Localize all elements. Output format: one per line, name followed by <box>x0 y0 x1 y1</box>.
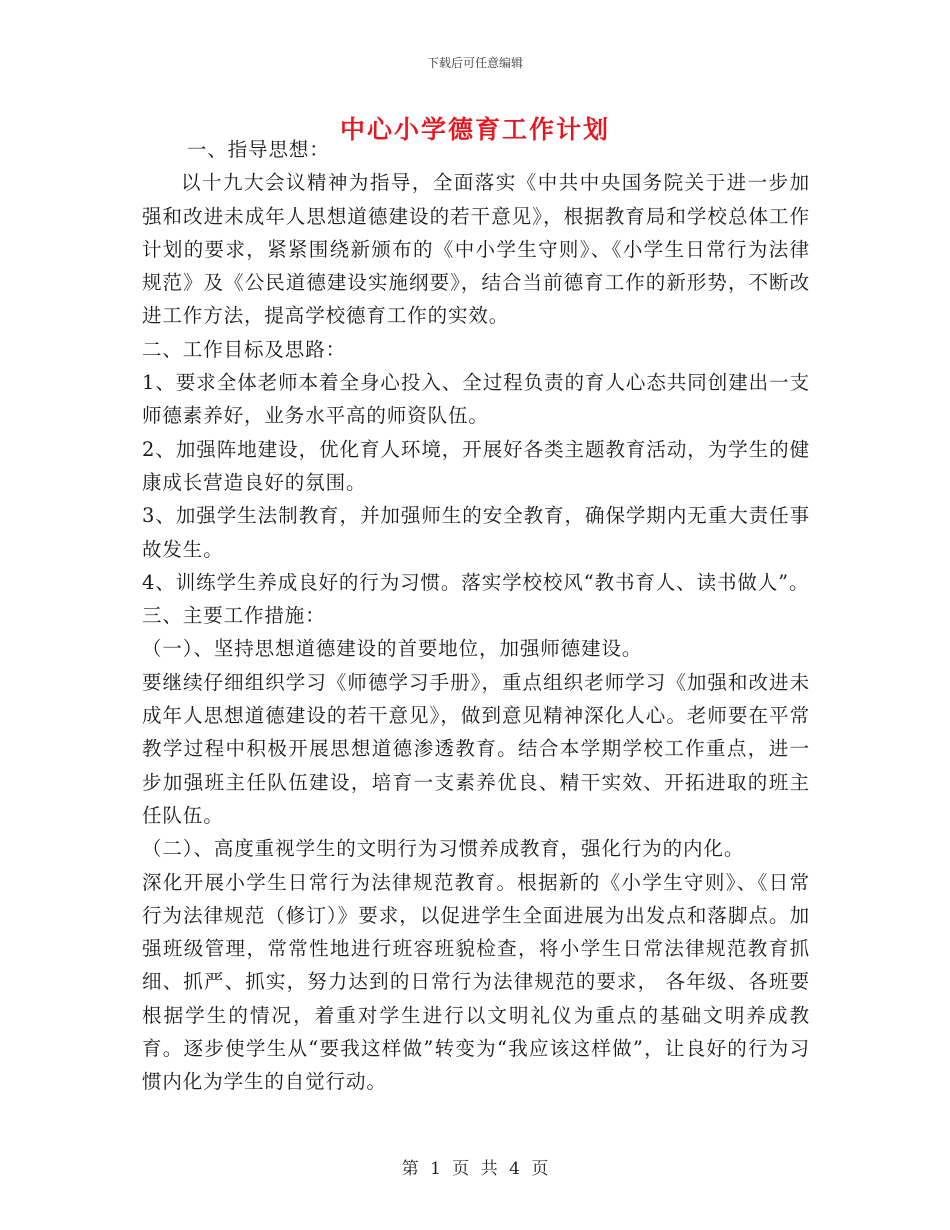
page-footer <box>0 1154 950 1179</box>
goal-item-2: 2、加强阵地建设，优化育人环境，开展好各类主题教育活动，为学生的健康成长营造良好的氛围。 <box>142 437 810 494</box>
footer-page-label: 页 <box>452 1159 470 1179</box>
goal-item-4: 4、训练学生养成良好的行为习惯。落实学校校风“教书育人、读书做人”。 <box>142 570 810 594</box>
header-note: 下载后可任意编辑 <box>426 56 523 70</box>
goal-item-3: 3、加强学生法制教育，并加强师生的安全教育，确保学期内无重大责任事故发生。 <box>142 504 810 561</box>
section-heading-goals: 二、工作目标及思路： <box>142 337 347 361</box>
section-heading-measures: 三、主要工作措施： <box>142 604 326 628</box>
paragraph-measure-1: 要继续仔细组织学习《师德学习手册》，重点组织老师学习《加强和改进未成年人思想道德建设的若干意见》，做到意见精神深化人心。老师要在平常教学过程中积极开展思想道德渗透教育。结合本学期学校工作重点，进一步加强班主任队伍建设，培育一支素养优良、精干实效、开拓进取的班主任队伍。 <box>142 670 810 827</box>
document-title: 中心小学德育工作计划 <box>339 115 610 144</box>
footer-total-pages: 4 <box>509 1159 520 1179</box>
subsection-heading-1: （一）、坚持思想道德建设的首要地位，加强师德建设。 <box>142 637 643 661</box>
footer-suffix: 页 <box>531 1159 549 1179</box>
footer-page-number: 1 <box>430 1159 441 1179</box>
paragraph-measure-2: 深化开展小学生日常行为法律规范教育。根据新的《小学生守则》、《日常行为法律规范（修订）》要求，以促进学生全面进展为出发点和落脚点。加强班级管理，常常性地进行班容班貌检查，将小学生日常法律规范教育抓细、抓严、抓实，努力达到的日常行为法律规范的要求， 各年级、各班要根据学生的情况，着重对学生进行以文明礼仪为重点的基础文明养成教育。逐步使学生从“要我这样做”转变为“我应该这样做”，让良好的行为习惯内化为学生的自觉行动。 <box>142 870 810 1094</box>
section-heading-guiding-thought: 一、指导思想： <box>186 138 330 161</box>
subsection-heading-2: （二）、高度重视学生的文明行为习惯养成教育，强化行为的内化。 <box>142 837 745 861</box>
paragraph-guiding-thought: 以十九大会议精神为指导，全面落实《中共中央国务院关于进一步加强和改进未成年人思想道德建设的若干意见》，根据教育局和学校总体工作计划的要求，紧紧围绕新颁布的《中小学生守则》、《小学生日常行为法律规范》及《公民道德建设实施纲要》，结合当前德育工作的新形势，不断改进工作方法，提高学校德育工作的实效。 <box>142 171 810 328</box>
goal-item-1: 1、要求全体老师本着全身心投入、全过程负责的育人心态共同创建出一支师德素养好，业务水平高的师资队伍。 <box>142 371 810 428</box>
footer-total-label: 共 <box>480 1159 498 1179</box>
footer-prefix: 第 <box>401 1159 419 1179</box>
document-body <box>142 133 810 1099</box>
